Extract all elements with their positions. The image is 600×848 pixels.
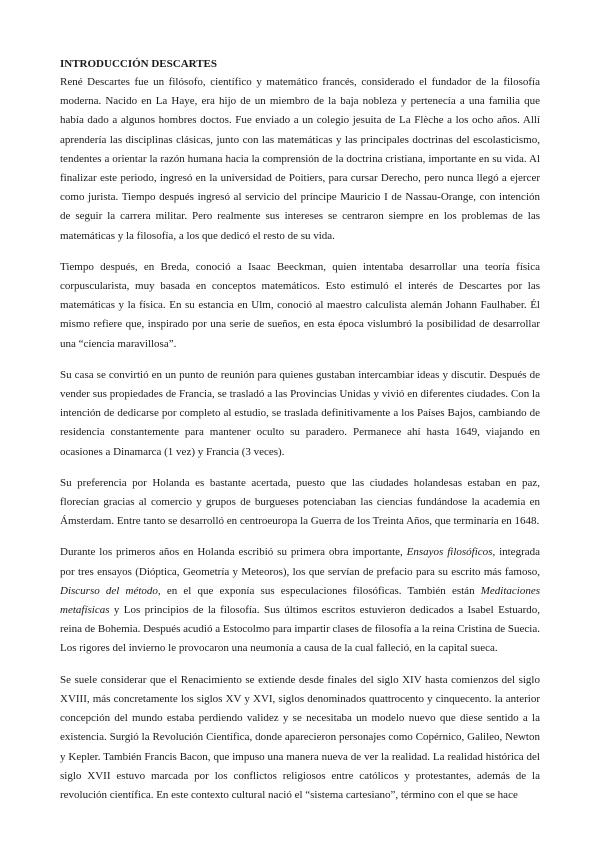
paragraph-text: , integrada por tres ensayos (Dióptica, Geometría y Meteoros), los que servían de prefacio para su escrito más famoso,: [60, 546, 540, 578]
paragraph-text: Se suele considerar que el Renacimiento se extiende desde finales del siglo XIV hasta comienzos del siglo XVIII, más concretamente los siglos XV y XVI, siglos denominados quattrocento y cinquecento. la anterior concepción del mundo estaba perdiendo validez y se necesitaba un modelo nuevo que diese sentido a la existencia. Surgió la Revolución Científica, donde aparecieron personajes como Copérnico, Galileo, Newton y Kepler. También Francis Bacon, que impuso una manera nueva de ver la realidad. La realidad histórica del siglo XVII estuvo marcada por los conflictos religiosos entre católicos y protestantes, además de la revolución científica. En este contexto cultural nació el “sistema cartesiano”, término con el que se hace: [60, 673, 540, 801]
paragraph-text: Su preferencia por Holanda es bastante acertada, puesto que las ciudades holandesas estaban en paz, florecían gracias al comercio y grupos de burgueses potenciaban las ciencias fundándose la academia en Ámsterdam. Entre tanto se desarrolló en centroeuropa la Guerra de los Treinta Años, que terminaría en 1648.: [60, 476, 540, 528]
italic-title-text: Ensayos filosóficos: [406, 546, 493, 559]
paragraph: [60, 258, 540, 354]
paragraph: [60, 366, 540, 462]
paragraph-text: Su casa se convirtió en un punto de reunión para quienes gustaban intercambiar ideas y discutir. Después de vender sus propiedades de Francia, se trasladó a las Provincias Unidas y vivió en diferentes ciudades. Con la intención de dedicarse por completo al estudio, se traslada definitivamente a los Países Bajos, cambiando de residencia constantemente para mantener oculto su paradero. Permanece ahí hasta 1649, viajando en ocasiones a Dinamarca (1 vez) y Francia (3 veces).: [60, 368, 540, 458]
paragraph-text: Durante los primeros años en Holanda escribió su primera obra importante,: [60, 546, 407, 559]
paragraph: [60, 543, 540, 658]
paragraph-text: , en el que exponía sus especulaciones filosóficas. También están: [157, 584, 481, 597]
paragraph-text: Tiempo después, en Breda, conoció a Isaac Beeckman, quien intentaba desarrollar una teoría física corpuscularista, muy basada en conceptos matemáticos. Esto estimuló el interés de Descartes por las matemáticas y la física. En su estancia en Ulm, conoció al maestro calculista alemán Johann Faulhaber. Él mismo refiere que, inspirado por una serie de sueños, en esta época vislumbró la posibilidad de desarrollar una “ciencia maravillosa”.: [60, 260, 540, 350]
paragraph-text: René Descartes fue un filósofo, científico y matemático francés, considerado el fundador de la filosofía moderna. Nacido en La Haye, era hijo de un miembro de la baja nobleza y pertenecía a una familia que había dado a algunos hombres doctos. Fue enviado a un colegio jesuita de La Flèche a los ocho años. Allí aprendería las disciplinas clásicas, junto con las matemáticas y las principales doctrinas del escolasticismo, tendentes a orientar la razón humana hacia la comprensión de la doctrina cristiana, importante en su vida. Al finalizar este periodo, ingresó en la universidad de Poitiers, para cursar Derecho, pero nunca llegó a ejercer como jurista. Tiempo después ingresó al servicio del príncipe Mauricio I de Nassau-Orange, con intención de seguir la carrera militar. Pero realmente sus intereses se centraron siempre en los problemas de las matemáticas y la filosofía, a los que dedicó el resto de su vida.: [60, 76, 540, 242]
document-title: INTRODUCCIÓN DESCARTES: [60, 58, 218, 70]
document-body: [60, 73, 540, 805]
paragraph-text: y Los principios de la filosofía. Sus últimos escritos estuvieron dedicados a Isabel Estuardo, reina de Bohemia. Después acudió a Estocolmo para impartir clases de filosofía a la reina Cristina de Suecia. Los rigores del invierno le provocaron una neumonía a causa de la cual falleció, en la capital sueca.: [60, 604, 540, 655]
paragraph: [60, 474, 540, 532]
italic-title-text: Meditaciones metafísicas: [60, 584, 541, 617]
paragraph: [60, 73, 540, 246]
paragraph: [60, 671, 540, 805]
italic-title-text: Discurso del método: [60, 584, 158, 597]
